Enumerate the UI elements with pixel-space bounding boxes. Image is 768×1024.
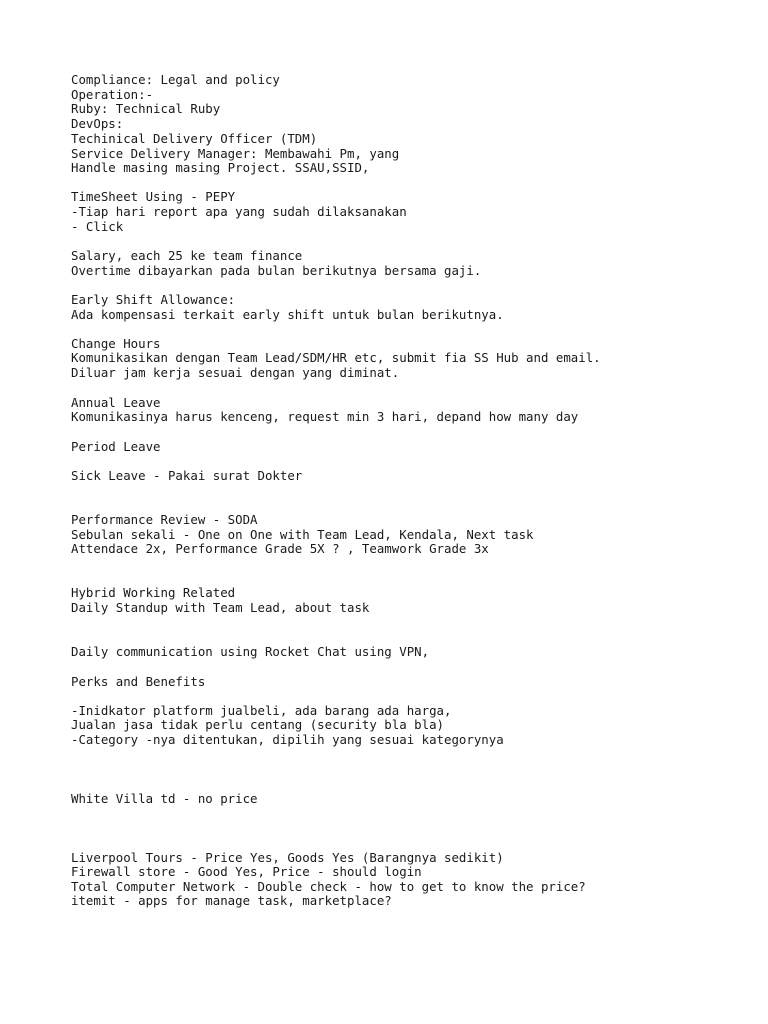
text-line: DevOps: (71, 116, 124, 131)
text-line: Annual Leave (71, 395, 161, 410)
text-line: Liverpool Tours - Price Yes, Goods Yes (Barangnya sedikit) (71, 850, 504, 865)
text-line: Compliance: Legal and policy (71, 72, 280, 87)
text-line: Total Computer Network - Double check - how to get to know the price? (71, 879, 586, 894)
text-line: Diluar jam kerja sesuai dengan yang diminat. (71, 365, 400, 380)
text-line: Attendace 2x, Performance Grade 5X ? , Teamwork Grade 3x (71, 541, 489, 556)
text-line: Daily Standup with Team Lead, about task (71, 600, 370, 615)
text-line: Perks and Benefits (71, 674, 206, 689)
text-line: Change Hours (71, 336, 161, 351)
text-line: Salary, each 25 ke team finance (71, 248, 303, 263)
text-line: Komunikasinya harus kenceng, request min 3 hari, depand how many day (71, 409, 579, 424)
text-line: Ruby: Technical Ruby (71, 101, 221, 116)
text-line: - Click (71, 219, 124, 234)
text-line: Hybrid Working Related (71, 585, 236, 600)
text-line: Firewall store - Good Yes, Price - should login (71, 864, 422, 879)
text-line: Ada kompensasi terkait early shift untuk bulan berikutnya. (71, 307, 504, 322)
text-line: Techinical Delivery Officer (TDM) (71, 131, 318, 146)
text-line: Operation:- (71, 87, 154, 102)
text-line: Daily communication using Rocket Chat using VPN, (71, 644, 430, 659)
text-line: -Inidkator platform jualbeli, ada barang ada harga, (71, 703, 452, 718)
text-line: Sick Leave - Pakai surat Dokter (71, 468, 303, 483)
text-line: Early Shift Allowance: (71, 292, 236, 307)
text-line: Jualan jasa tidak perlu centang (security bla bla) (71, 717, 444, 732)
text-line: Sebulan sekali - One on One with Team Lead, Kendala, Next task (71, 527, 534, 542)
text-line: Service Delivery Manager: Membawahi Pm, yang (71, 146, 400, 161)
text-line: TimeSheet Using - PEPY (71, 189, 236, 204)
text-line: Overtime dibayarkan pada bulan berikutnya bersama gaji. (71, 263, 482, 278)
text-line: White Villa td - no price (71, 791, 258, 806)
text-line: Komunikasikan dengan Team Lead/SDM/HR etc, submit fia SS Hub and email. (71, 350, 601, 365)
text-line: -Category -nya ditentukan, dipilih yang sesuai kategorynya (71, 732, 504, 747)
text-line: Period Leave (71, 439, 161, 454)
text-line: Performance Review - SODA (71, 512, 258, 527)
text-line: Handle masing masing Project. SSAU,SSID, (71, 160, 370, 175)
text-line: -Tiap hari report apa yang sudah dilaksanakan (71, 204, 407, 219)
text-line: itemit - apps for manage task, marketplace? (71, 893, 392, 908)
